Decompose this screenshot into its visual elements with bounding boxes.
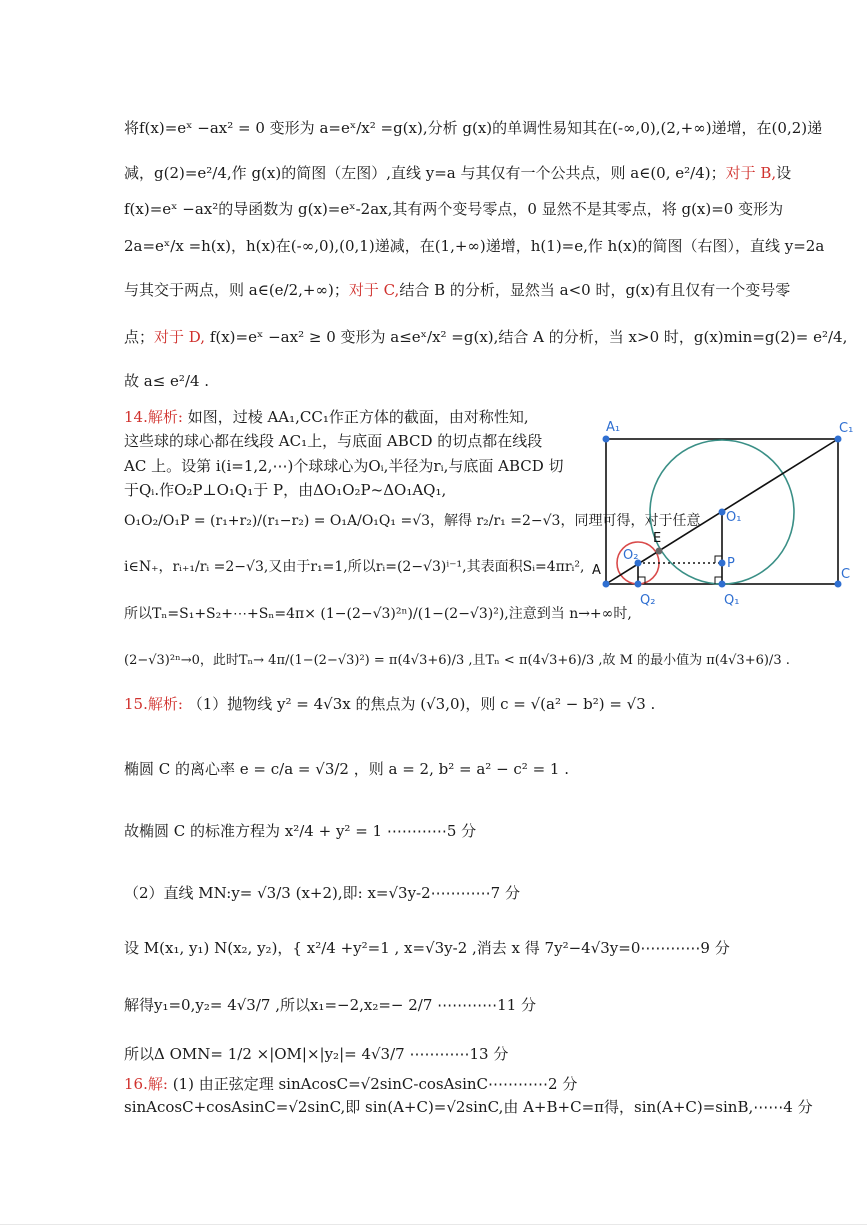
section-heading: 16.解: — [124, 1075, 168, 1093]
label-p: P — [727, 556, 735, 571]
section-heading: 15.解析: — [124, 695, 183, 713]
point-p — [719, 560, 726, 567]
label-e: E — [653, 531, 662, 546]
label-o2: O₂ — [623, 548, 639, 563]
text-span: （1）抛物线 y² = 4√3x 的焦点为 (√3,0)，则 c = √(a² − b²) = √3 . — [182, 695, 656, 713]
text-span: 如图，过棱 AA₁,CC₁作正方体的截面，由对称性知, — [182, 408, 529, 426]
text-line — [124, 407, 529, 427]
highlight-label: 对于 C, — [348, 281, 400, 299]
text-span: 设 — [776, 164, 792, 182]
text-line: 设 M(x₁, y₁) N(x₂, y₂)，{ x²/4 +y²=1 , x=√3y-2 ,消去 x 得 7y²−4√3y=0⋯⋯⋯⋯9 分 — [124, 939, 730, 957]
cube-section-figure — [590, 412, 858, 620]
highlight-label: 对于 B, — [725, 164, 777, 182]
label-c1: C₁ — [839, 421, 854, 436]
text-line: AC 上。设第 i(i=1,2,⋯)个球球心为Oᵢ,半径为rᵢ,与底面 ABCD 切 — [124, 457, 564, 475]
label-q2: Q₂ — [640, 593, 656, 608]
text-span: f(x)=eˣ −ax² ≥ 0 变形为 a≤eˣ/x² =g(x),结合 A 的分析，当 x>0 时，g(x)min=g(2)= e²/4, — [205, 328, 848, 346]
point-a1 — [603, 436, 610, 443]
label-c: C — [841, 567, 851, 582]
text-span: 与其交于两点，则 a∈(e/2,+∞)； — [124, 281, 349, 299]
text-span: 结合 B 的分析，显然当 a<0 时，g(x)有且仅有一个变号零 — [399, 281, 791, 299]
text-span: 减，g(2)=e²/4,作 g(x)的简图（左图）,直线 y=a 与其仅有一个公共点，则 a∈(0, e²/4)； — [124, 164, 726, 182]
point-c1 — [835, 436, 842, 443]
text-line: 将f(x)=eˣ −ax² = 0 变形为 a=eˣ/x² =g(x),分析 g(x)的单调性易知其在(-∞,0),(2,+∞)递增，在(0,2)递 — [124, 119, 823, 137]
text-line: 椭圆 C 的离心率 e = c/a = √3/2 ，则 a = 2, b² = a² − c² = 1 . — [124, 760, 570, 778]
label-a: A — [592, 563, 601, 578]
text-line: （2）直线 MN:y= √3/3 (x+2),即: x=√3y-2⋯⋯⋯⋯7 分 — [124, 884, 520, 902]
text-line — [124, 327, 847, 347]
point-q1 — [719, 581, 726, 588]
text-line — [124, 280, 790, 300]
text-line: i∈N₊，rᵢ₊₁/rᵢ =2−√3,又由于r₁=1,所以rᵢ=(2−√3)ⁱ⁻¹,其表面积Sᵢ=4πrᵢ², — [124, 559, 585, 575]
text-span: 点； — [124, 328, 155, 346]
text-line: 2a=eˣ/x =h(x)，h(x)在(-∞,0),(0,1)递减，在(1,+∞)递增，h(1)=e,作 h(x)的简图（右图），直线 y=2a — [124, 237, 825, 255]
highlight-label: 对于 D, — [154, 328, 206, 346]
text-line: sinAcosC+cosAsinC=√2sinC,即 sin(A+C)=√2sinC,由 A+B+C=π得，sin(A+C)=sinB,⋯⋯4 分 — [124, 1098, 813, 1116]
text-line: 于Qᵢ.作O₂P⊥O₁Q₁于 P，由ΔO₁O₂P~ΔO₁AQ₁, — [124, 481, 447, 499]
text-line: 故 a≤ e²/4 . — [124, 372, 210, 390]
figure-svg — [590, 412, 858, 620]
text-line: O₁O₂/O₁P = (r₁+r₂)/(r₁−r₂) = O₁A/O₁Q₁ =√3，解得 r₂/r₁ =2−√3，同理可得，对于任意 — [124, 513, 701, 529]
label-a1: A₁ — [606, 420, 621, 435]
point-o1 — [719, 509, 726, 516]
text-line: f(x)=eˣ −ax²的导函数为 g(x)=eˣ-2ax,其有两个变号零点，0 显然不是其零点，将 g(x)=0 变形为 — [124, 200, 784, 218]
point-a — [603, 581, 610, 588]
text-line: 这些球的球心都在线段 AC₁上，与底面 ABCD 的切点都在线段 — [124, 432, 543, 450]
text-line — [124, 163, 791, 183]
text-line: 所以Tₙ=S₁+S₂+⋯+Sₙ=4π× (1−(2−√3)²ⁿ)/(1−(2−√3)²),注意到当 n→+∞时, — [124, 606, 632, 622]
text-line: (2−√3)²ⁿ→0，此时Tₙ→ 4π/(1−(2−√3)²) = π(4√3+6)/3 ,且Tₙ < π(4√3+6)/3 ,故 M 的最小值为 π(4√3+6)/3 . — [124, 653, 790, 668]
text-line: 所以Δ OMN= 1/2 ×|OM|×|y₂|= 4√3/7 ⋯⋯⋯⋯13 分 — [124, 1045, 509, 1063]
text-line: 故椭圆 C 的标准方程为 x²/4 + y² = 1 ⋯⋯⋯⋯5 分 — [124, 822, 477, 840]
text-line — [124, 1074, 577, 1094]
section-heading: 14.解析: — [124, 408, 183, 426]
label-o1: O₁ — [726, 510, 742, 525]
text-span: (1) 由正弦定理 sinAcosC=√2sinC-cosAsinC⋯⋯⋯⋯2 分 — [167, 1075, 578, 1093]
point-e — [656, 548, 663, 555]
point-q2 — [635, 581, 642, 588]
page-bottom-edge — [0, 1224, 867, 1225]
text-line: 解得y₁=0,y₂= 4√3/7 ,所以x₁=−2,x₂=− 2/7 ⋯⋯⋯⋯11 分 — [124, 996, 537, 1014]
label-q1: Q₁ — [724, 593, 740, 608]
text-line — [124, 694, 655, 714]
